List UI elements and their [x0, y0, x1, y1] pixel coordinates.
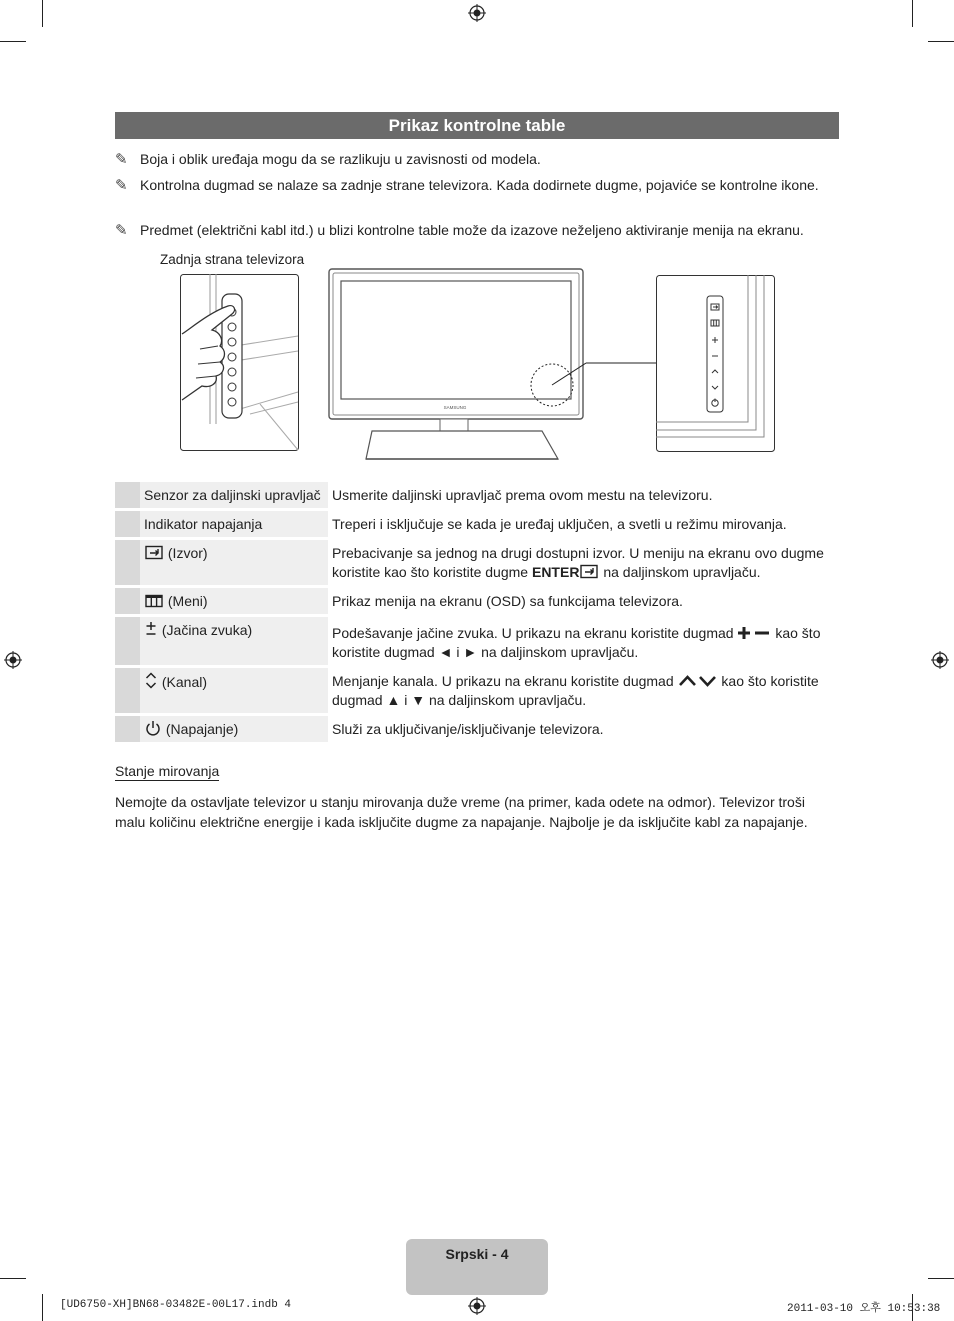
standby-text: Nemojte da ostavljate televizor u stanju mirovanja duže vreme (na primer, kada odete na odmor). Televizor troši malu količinu električne energije i kada isključite dugme za napajanje. Najbolje je da isključite kabl za napajanje.	[115, 794, 808, 830]
imprint-file: [UD6750-XH]BN68-03482E-00L17.indb 4	[60, 1299, 292, 1311]
crop-mark	[928, 41, 954, 42]
pencil-note-icon: ✎	[115, 222, 128, 239]
row-number-cell	[115, 511, 140, 537]
table-row	[115, 617, 839, 665]
figure-caption: Zadnja strana televizora	[160, 252, 305, 267]
table-row	[115, 588, 839, 614]
note-item	[115, 150, 840, 169]
tv-brand-label: SAMSUNG	[443, 405, 467, 410]
control-panel-closeup-illustration	[586, 272, 778, 454]
description-text: Podešavanje jačine zvuka. U prikazu na ekranu koristite dugmad	[332, 625, 738, 641]
table-row	[115, 511, 839, 537]
row-number-cell	[115, 482, 140, 508]
control-name-cell	[140, 540, 328, 585]
description-text: na daljinskom upravljaču.	[599, 564, 761, 580]
crop-mark	[912, 0, 913, 27]
crop-mark	[0, 1278, 26, 1279]
control-name-cell	[140, 617, 328, 665]
note-text: Predmet (električni kabl itd.) u blizi kontrolne table može da izazove neželjeno aktiviranje menija na ekranu.	[140, 222, 804, 238]
description-text: Menjanje kanala. U prikazu na ekranu koristite dugmad	[332, 673, 678, 689]
up-down-chevrons-icon	[678, 674, 718, 688]
power-icon	[144, 720, 162, 736]
note-text: Boja i oblik uređaja mogu da se razlikuju u zavisnosti od modela.	[140, 151, 541, 167]
description-text: kao što koristite dugmad ◄ i ► na daljinskom upravljaču.	[332, 625, 821, 660]
control-description: Služi za uključivanje/isključivanje televizora.	[328, 716, 839, 742]
pencil-note-icon: ✎	[115, 151, 128, 168]
registration-mark-icon	[468, 4, 486, 22]
standby-heading: Stanje mirovanja	[115, 763, 220, 779]
control-description	[328, 540, 839, 585]
registration-mark-icon	[931, 651, 949, 669]
control-name-cell	[140, 668, 328, 713]
enter-label: ENTER	[531, 564, 580, 580]
crop-mark	[0, 41, 26, 42]
crop-mark	[42, 1294, 43, 1321]
control-description: Usmerite daljinski upravljač prema ovom mestu na televizoru.	[328, 482, 839, 508]
control-name: (Meni)	[167, 593, 208, 609]
tv-front-illustration	[326, 268, 586, 462]
control-description	[328, 617, 839, 665]
control-name-cell	[140, 716, 328, 742]
control-name: Senzor za daljinski upravljač	[140, 482, 328, 508]
table-row	[115, 482, 839, 508]
control-description	[328, 668, 839, 713]
row-number-cell	[115, 540, 140, 585]
note-item	[115, 176, 840, 195]
row-number-cell	[115, 617, 140, 665]
control-description: Prikaz menija na ekranu (OSD) sa funkcijama televizora.	[328, 588, 839, 614]
control-name-cell	[140, 588, 328, 614]
row-number-cell	[115, 588, 140, 614]
registration-mark-icon	[468, 1297, 486, 1315]
crop-mark	[42, 0, 43, 27]
row-number-cell	[115, 716, 140, 742]
description-text: Prebacivanje sa jednog na drugi dostupni izvor. U meniju na ekranu ovo dugme koristite kao što koristite dugme	[332, 545, 824, 580]
control-description: Treperi i isključuje se kada je uređaj uključen, a svetli u režimu mirovanja.	[328, 511, 839, 537]
table-row	[115, 716, 839, 742]
section-title: Prikaz kontrolne table	[115, 112, 839, 139]
control-name: (Jačina zvuka)	[161, 622, 253, 638]
crop-mark	[928, 1278, 954, 1279]
control-name: Indikator napajanja	[140, 511, 328, 537]
table-row	[115, 668, 839, 713]
row-number-cell	[115, 668, 140, 713]
control-name: (Napajanje)	[165, 721, 239, 737]
table-row	[115, 540, 839, 585]
source-icon	[144, 545, 164, 560]
control-name: (Izvor)	[167, 545, 208, 561]
hand-on-back-panel-illustration	[180, 274, 300, 452]
page-label: Srpski - 4	[445, 1246, 509, 1262]
pencil-note-icon: ✎	[115, 177, 128, 194]
control-name: (Kanal)	[161, 674, 208, 690]
note-text: Kontrolna dugmad se nalaze sa zadnje strane televizora. Kada dodirnete dugme, pojaviće se kontrolne ikone.	[140, 177, 819, 193]
description-text: kao što koristite dugmad ▲ i ▼ na daljinskom upravljaču.	[332, 673, 819, 708]
controls-table	[115, 479, 839, 745]
plus-minus-icon	[737, 626, 771, 640]
note-item	[115, 221, 860, 240]
menu-icon	[144, 594, 164, 608]
enter-icon	[579, 564, 599, 579]
registration-mark-icon	[4, 651, 22, 669]
imprint-date: 2011-03-10 오후 10:53:38	[787, 1303, 941, 1315]
channel-icon	[144, 672, 158, 689]
volume-icon	[144, 621, 158, 637]
